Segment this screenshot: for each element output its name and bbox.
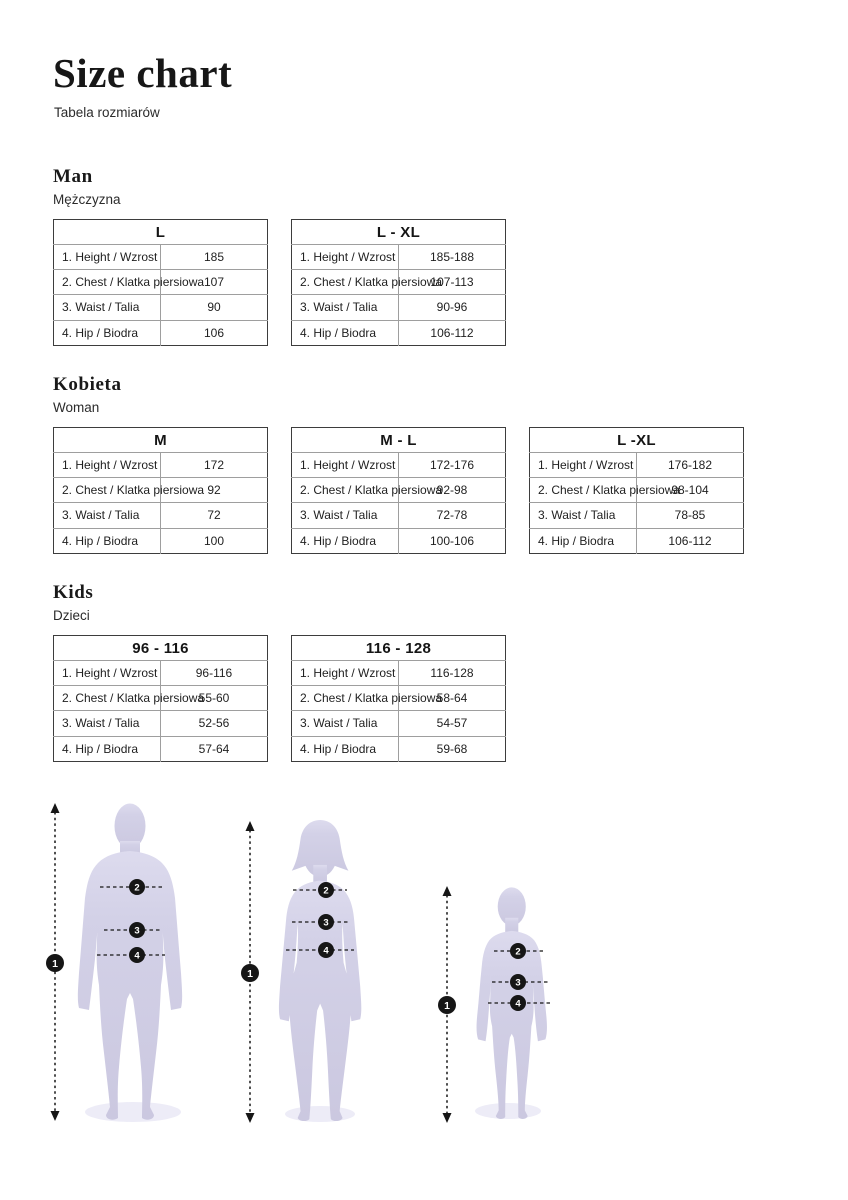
silhouette-diagram <box>0 790 848 1170</box>
size-header: M - L <box>292 428 506 453</box>
measure-label: 4. Hip / Biodra <box>292 736 399 761</box>
measure-label: 2. Chest / Klatka piersiowa <box>54 270 161 295</box>
measure-label: 1. Height / Wzrost <box>292 245 399 270</box>
svg-text:1: 1 <box>247 967 253 980</box>
size-header: 96 - 116 <box>54 636 268 661</box>
section-kids <box>53 582 506 762</box>
measure-label: 1. Height / Wzrost <box>54 661 161 686</box>
measure-label: 1. Height / Wzrost <box>530 453 637 478</box>
table-row <box>292 295 506 320</box>
measure-label: 3. Waist / Talia <box>292 711 399 736</box>
table-row <box>530 503 744 528</box>
measure-value: 58-64 <box>399 686 506 711</box>
svg-text:2: 2 <box>515 946 521 958</box>
svg-text:4: 4 <box>323 945 329 957</box>
size-header: L <box>54 220 268 245</box>
svg-text:3: 3 <box>134 925 140 937</box>
measure-value: 54-57 <box>399 711 506 736</box>
measure-label: 4. Hip / Biodra <box>530 528 637 553</box>
measure-value: 78-85 <box>637 503 744 528</box>
measure-label: 3. Waist / Talia <box>292 503 399 528</box>
measure-value: 72 <box>161 503 268 528</box>
woman-height-arrow <box>241 821 259 1123</box>
measure-label: 2. Chest / Klatka piersiowa <box>530 478 637 503</box>
measure-label: 1. Height / Wzrost <box>54 453 161 478</box>
svg-text:3: 3 <box>323 917 329 929</box>
measure-value: 96-116 <box>161 661 268 686</box>
child-hip-marker <box>510 995 526 1011</box>
man-waist-marker <box>129 922 145 938</box>
measure-value: 172 <box>161 453 268 478</box>
measure-label: 2. Chest / Klatka piersiowa <box>292 270 399 295</box>
measure-label: 3. Waist / Talia <box>54 711 161 736</box>
size-header: L -XL <box>530 428 744 453</box>
woman-floor-shadow <box>285 1106 355 1122</box>
table-row <box>54 478 268 503</box>
man-tables <box>53 219 506 346</box>
size-table-woman-m-l <box>291 427 506 554</box>
kids-tables <box>53 635 506 762</box>
measure-value: 90 <box>161 295 268 320</box>
table-row <box>292 686 506 711</box>
section-subheading: Woman <box>53 400 100 415</box>
measure-value: 57-64 <box>161 736 268 761</box>
measure-label: 2. Chest / Klatka piersiowa <box>54 478 161 503</box>
measure-value: 106 <box>161 320 268 345</box>
measure-label: 4. Hip / Biodra <box>54 736 161 761</box>
measure-value: 92 <box>161 478 268 503</box>
measure-label: 4. Hip / Biodra <box>292 528 399 553</box>
table-row <box>292 478 506 503</box>
page-title: Size chart <box>53 50 233 96</box>
woman-chest-marker <box>318 882 334 898</box>
man-chest-marker <box>129 879 145 895</box>
table-row <box>292 245 506 270</box>
measure-value: 107-113 <box>399 270 506 295</box>
child-floor-shadow <box>475 1103 541 1119</box>
measure-value: 107 <box>161 270 268 295</box>
measure-value: 72-78 <box>399 503 506 528</box>
measure-label: 3. Waist / Talia <box>292 295 399 320</box>
size-header: 116 - 128 <box>292 636 506 661</box>
measure-value: 55-60 <box>161 686 268 711</box>
child-waist-marker <box>510 974 526 990</box>
measure-value: 116-128 <box>399 661 506 686</box>
table-row <box>292 736 506 761</box>
size-table-woman-l-xl <box>529 427 744 554</box>
measure-label: 4. Hip / Biodra <box>54 320 161 345</box>
table-row <box>54 320 268 345</box>
measure-value: 100 <box>161 528 268 553</box>
svg-text:1: 1 <box>444 999 450 1012</box>
measure-value: 106-112 <box>399 320 506 345</box>
table-row <box>54 295 268 320</box>
table-row <box>54 661 268 686</box>
section-subheading: Dzieci <box>53 608 90 623</box>
measure-value: 185 <box>161 245 268 270</box>
woman-waist-marker <box>318 914 334 930</box>
child-chest-marker <box>510 943 526 959</box>
child-height-arrow <box>438 886 456 1123</box>
man-hip-marker <box>129 947 145 963</box>
table-row <box>292 503 506 528</box>
svg-text:4: 4 <box>515 998 521 1010</box>
table-row <box>54 736 268 761</box>
measure-value: 100-106 <box>399 528 506 553</box>
measurement-figures <box>0 790 848 1170</box>
size-table-woman-m <box>53 427 268 554</box>
table-row <box>292 711 506 736</box>
man-floor-shadow <box>85 1102 181 1122</box>
section-subheading: Mężczyzna <box>53 192 121 207</box>
svg-text:2: 2 <box>134 882 140 894</box>
size-table-man-l-xl <box>291 219 506 346</box>
measure-label: 2. Chest / Klatka piersiowa <box>292 478 399 503</box>
table-row <box>530 528 744 553</box>
measure-label: 4. Hip / Biodra <box>54 528 161 553</box>
section-heading: Kobieta <box>53 374 122 395</box>
measure-label: 4. Hip / Biodra <box>292 320 399 345</box>
table-row <box>54 453 268 478</box>
woman-silhouette <box>279 820 361 1121</box>
measure-label: 2. Chest / Klatka piersiowa <box>292 686 399 711</box>
svg-text:2: 2 <box>323 885 329 897</box>
table-row <box>54 245 268 270</box>
svg-text:4: 4 <box>134 950 140 962</box>
measure-label: 2. Chest / Klatka piersiowa <box>54 686 161 711</box>
page-subtitle: Tabela rozmiarów <box>54 105 160 120</box>
measure-label: 1. Height / Wzrost <box>54 245 161 270</box>
measure-value: 106-112 <box>637 528 744 553</box>
table-row <box>54 711 268 736</box>
size-header: M <box>54 428 268 453</box>
table-row <box>292 453 506 478</box>
measure-value: 92-98 <box>399 478 506 503</box>
table-row <box>530 453 744 478</box>
measure-value: 176-182 <box>637 453 744 478</box>
table-row <box>530 478 744 503</box>
table-row <box>54 503 268 528</box>
table-row <box>54 686 268 711</box>
size-table-man-l <box>53 219 268 346</box>
measure-value: 185-188 <box>399 245 506 270</box>
measure-value: 98-104 <box>637 478 744 503</box>
measure-value: 90-96 <box>399 295 506 320</box>
section-heading: Kids <box>53 582 94 603</box>
section-heading: Man <box>53 166 93 187</box>
measure-label: 3. Waist / Talia <box>54 503 161 528</box>
man-silhouette <box>78 804 182 1120</box>
table-row <box>292 661 506 686</box>
table-row <box>292 320 506 345</box>
measure-value: 172-176 <box>399 453 506 478</box>
size-header: L - XL <box>292 220 506 245</box>
table-row <box>292 528 506 553</box>
section-man <box>53 166 506 346</box>
table-row <box>292 270 506 295</box>
measure-label: 1. Height / Wzrost <box>292 661 399 686</box>
svg-text:1: 1 <box>52 957 58 970</box>
measure-value: 52-56 <box>161 711 268 736</box>
size-table-kids-96-116 <box>53 635 268 762</box>
measure-value: 59-68 <box>399 736 506 761</box>
woman-hip-marker <box>318 942 334 958</box>
table-row <box>54 528 268 553</box>
size-table-kids-116-128 <box>291 635 506 762</box>
woman-tables <box>53 427 744 554</box>
measure-label: 1. Height / Wzrost <box>292 453 399 478</box>
measure-label: 3. Waist / Talia <box>530 503 637 528</box>
svg-text:3: 3 <box>515 977 521 989</box>
man-height-arrow <box>46 803 64 1121</box>
measure-label: 3. Waist / Talia <box>54 295 161 320</box>
section-woman <box>53 374 744 554</box>
table-row <box>54 270 268 295</box>
